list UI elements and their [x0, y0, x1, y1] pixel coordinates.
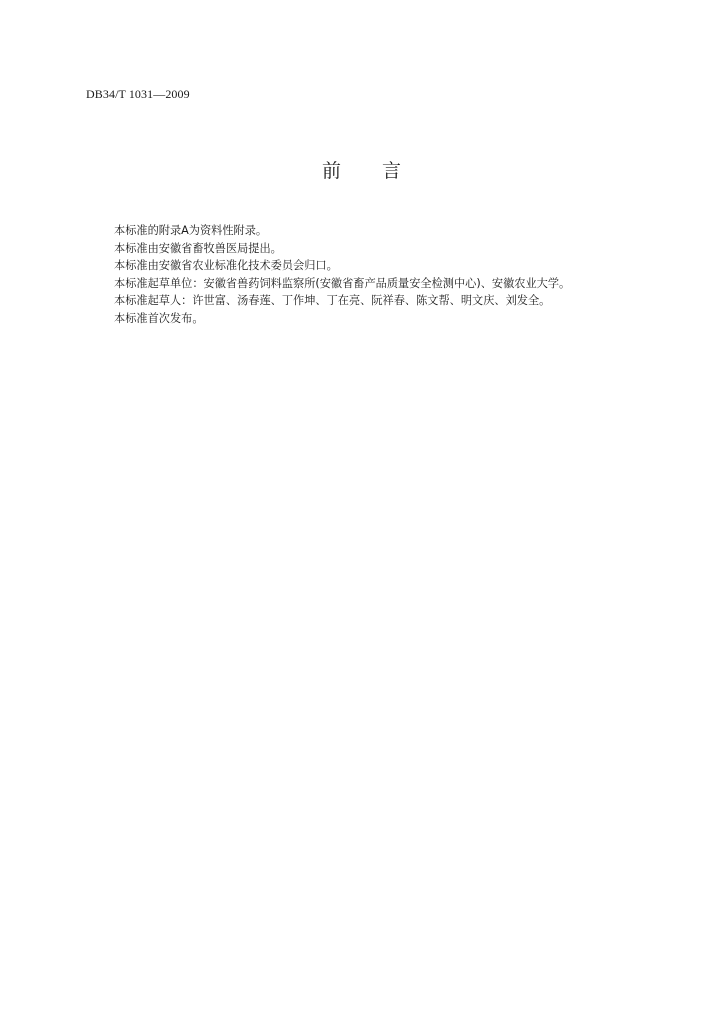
page-title — [0, 156, 724, 183]
paragraph-centralized: 本标准由安徽省农业标准化技术委员会归口。 — [114, 259, 338, 272]
paragraph-appendix: 本标准的附录A为资料性附录。 — [114, 224, 268, 237]
paragraph-drafting-units: 本标准起草单位：安徽省兽药饲料监察所(安徽省畜产品质量安全检测中心)、安徽农业大学。 — [114, 276, 571, 290]
paragraph-first-release: 本标准首次发布。 — [114, 311, 204, 325]
title-char-1: 前 — [321, 160, 342, 182]
foreword-body — [114, 222, 694, 327]
paragraph-proposer: 本标准由安徽省畜牧兽医局提出。 — [114, 241, 282, 255]
title-char-2: 言 — [382, 160, 403, 182]
paragraph-drafters: 本标准起草人：许世富、汤春莲、丁作坤、丁在亮、阮祥春、陈文帮、明文庆、刘发全。 — [114, 294, 551, 307]
standard-code: DB34/T 1031—2009 — [86, 87, 190, 101]
